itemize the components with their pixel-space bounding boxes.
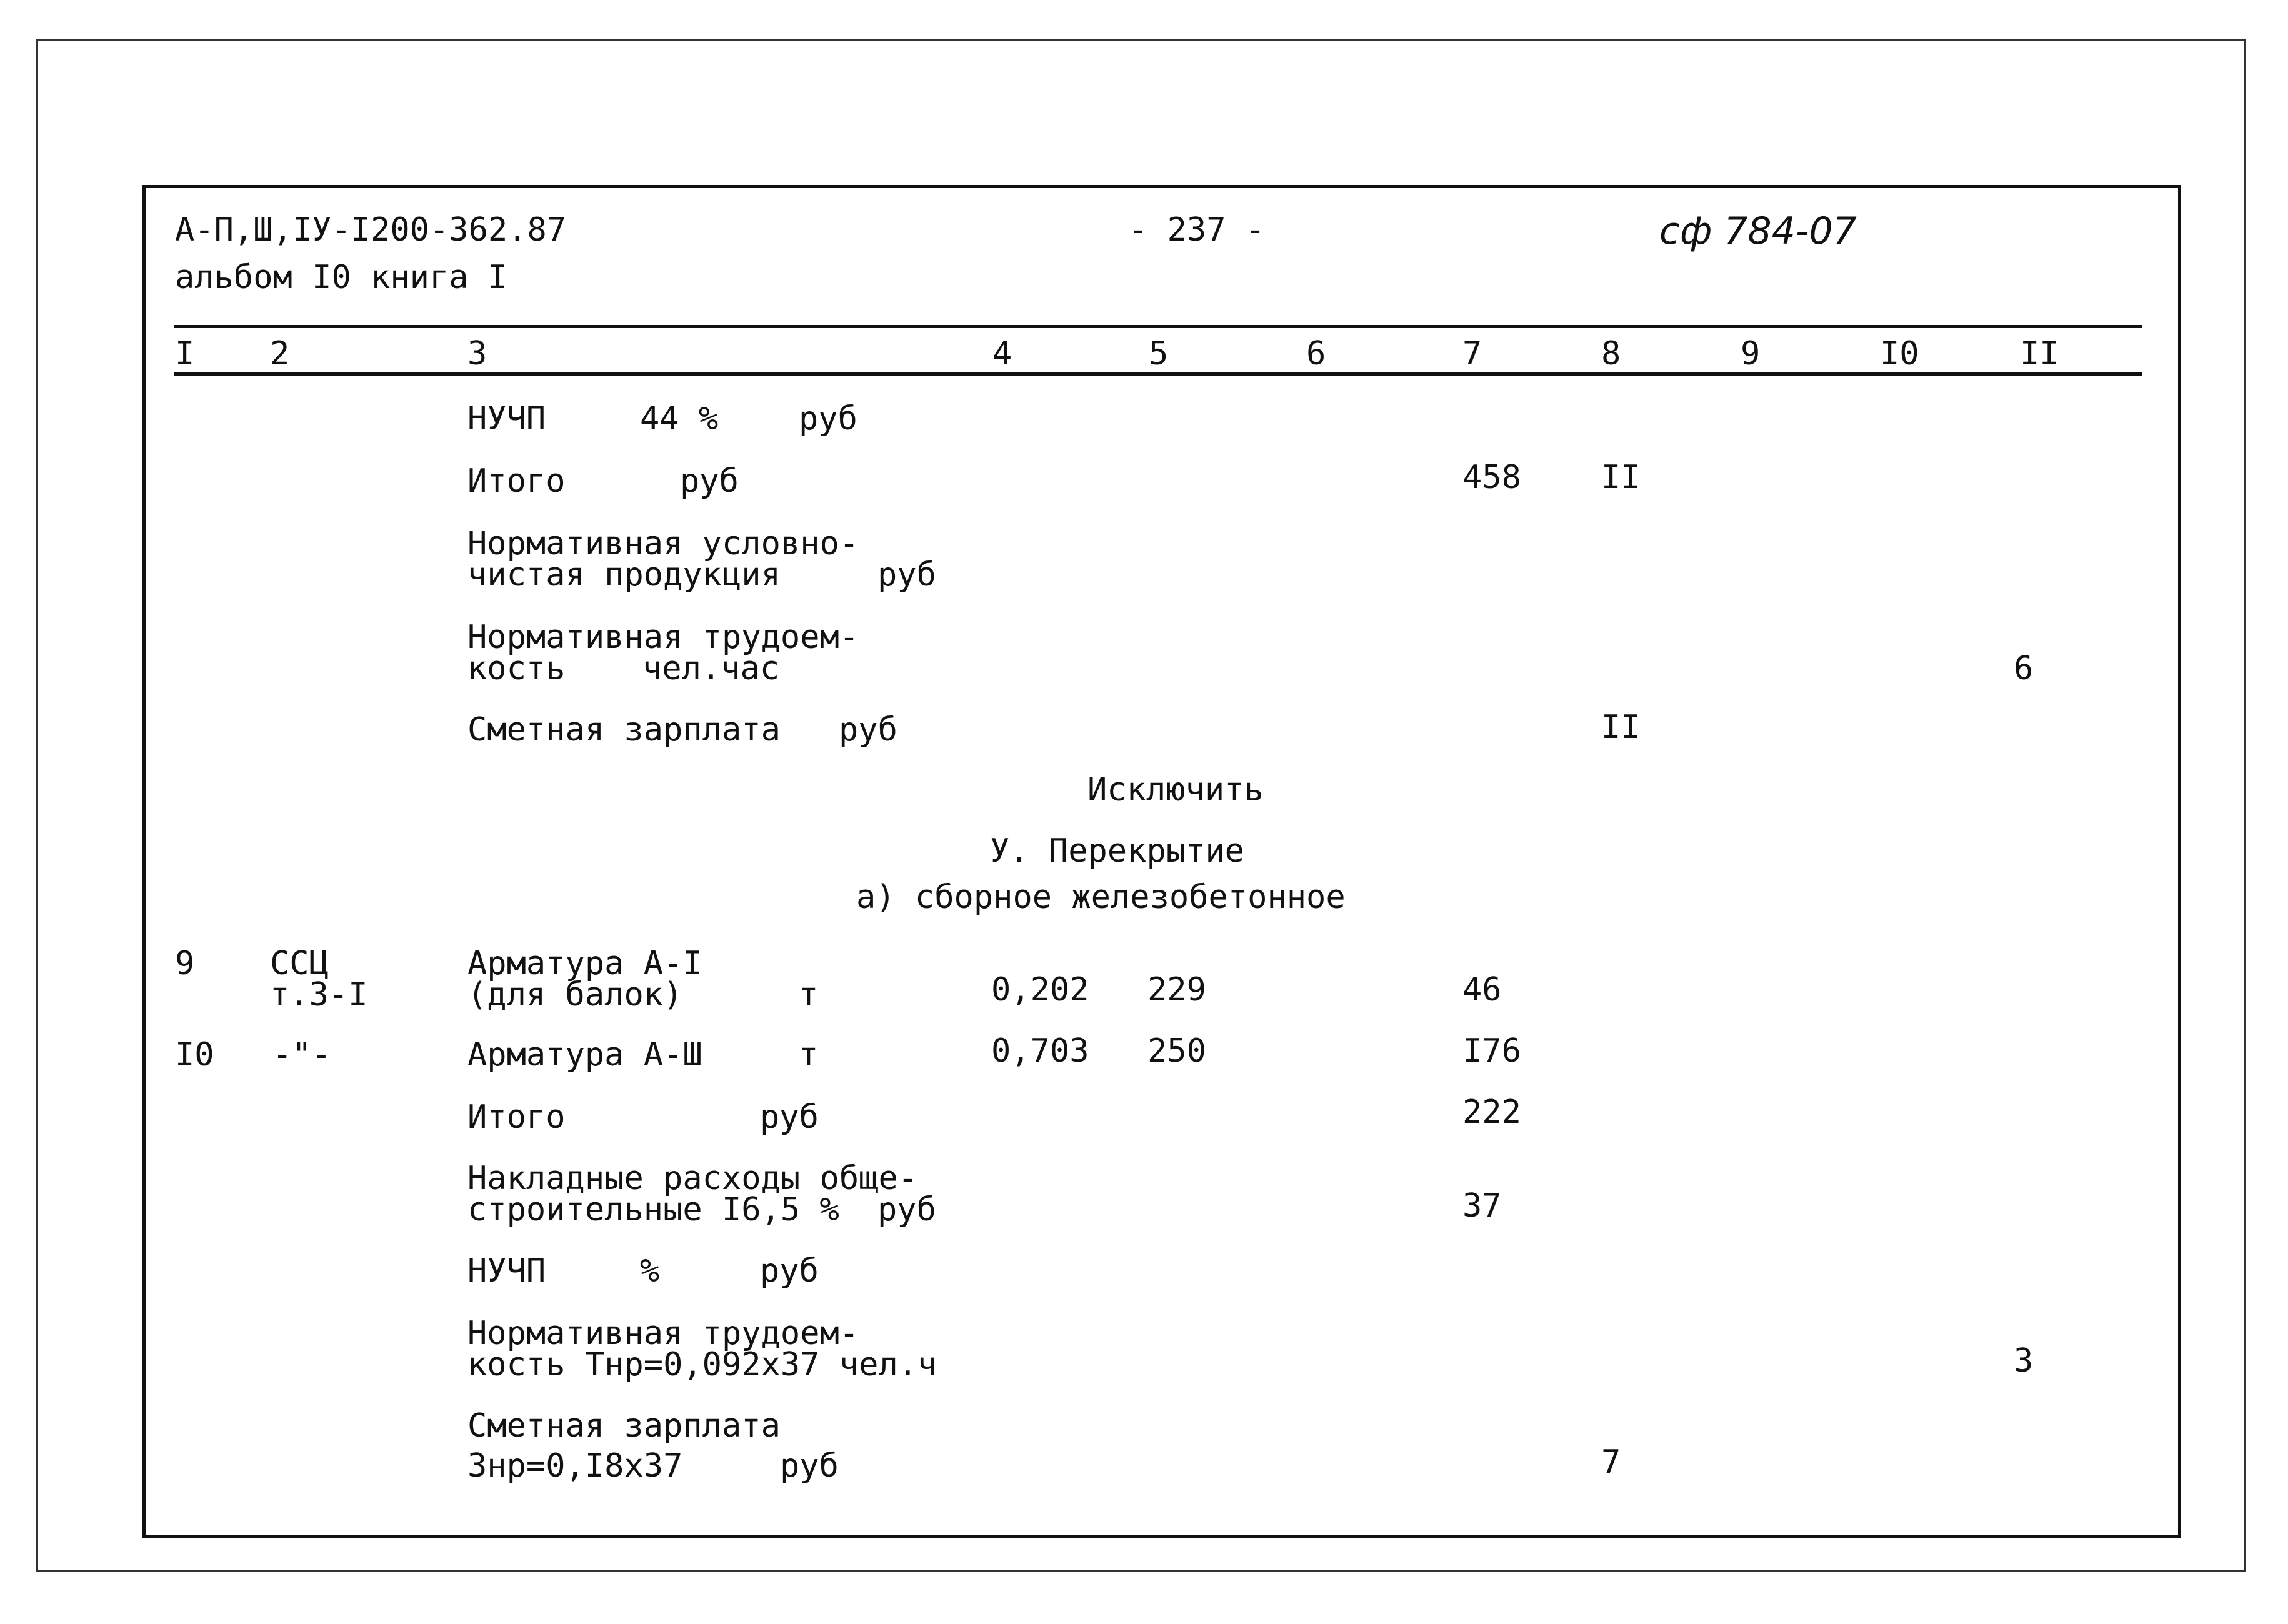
table-row-label: Арматура А-Ш [467, 1036, 702, 1074]
table-cell-col8: II [1601, 709, 1641, 746]
table-cell-col4: 0,202 [991, 971, 1089, 1009]
table-row-label: НУЧП [467, 400, 546, 437]
table-row-unit: руб [877, 1191, 936, 1228]
table-cell-col8: 7 [1601, 1443, 1621, 1481]
table-row-number: 9 [175, 945, 195, 982]
table-row-label-line1: Сметная зарплата [467, 1407, 781, 1445]
table-row-unit: т [799, 976, 819, 1014]
handwritten-stamp: сф 784-07 [1659, 209, 1857, 253]
table-row-label: Итого [467, 462, 566, 500]
table-cell-col7: I76 [1462, 1032, 1521, 1070]
table-cell-col11: 6 [2014, 650, 2034, 687]
table-row-code-line1: ССЦ [270, 945, 329, 982]
column-header-5: 5 [1149, 335, 1169, 372]
section-heading: У. Перекрытие [990, 832, 1244, 870]
table-row-number: I0 [175, 1036, 214, 1074]
column-header-10: I0 [1880, 335, 1919, 372]
table-row-unit: руб [780, 1447, 839, 1485]
column-header-6: 6 [1306, 335, 1326, 372]
table-row-label-line1: Нормативная трудоем- [467, 1315, 859, 1352]
album-book: альбом I0 книга I [175, 259, 508, 296]
column-header-4: 4 [992, 335, 1012, 372]
table-cell-col4: 0,703 [991, 1032, 1089, 1070]
table-row-unit: руб [799, 400, 857, 437]
column-header-8: 8 [1601, 335, 1621, 372]
column-header-2: 2 [270, 335, 290, 372]
table-row-code-line2: т.3-I [270, 976, 368, 1014]
table-row-unit: т [799, 1036, 819, 1074]
table-row-label: Итого [467, 1098, 566, 1136]
table-cell-col7: 458 [1462, 459, 1521, 496]
table-row-label-line1: Нормативная условно- [467, 525, 859, 562]
table-row-unit: чел.час [642, 650, 780, 687]
table-row-unit: руб [839, 711, 897, 749]
table-cell-col7: 222 [1462, 1093, 1521, 1131]
table-row-code: -"- [272, 1036, 331, 1074]
table-row-label-line2: кость [467, 650, 566, 687]
table-row-label-line1: Накладные расходы обще- [467, 1160, 918, 1197]
table-row-label-line2: (для балок) [467, 976, 683, 1014]
table-row-label-line1: Нормативная трудоем- [467, 619, 859, 656]
table-cell-col5: 229 [1147, 971, 1206, 1009]
subsection-heading: а) сборное железобетонное [856, 879, 1346, 916]
table-row-label-line1: Арматура А-I [467, 945, 702, 982]
table-row-unit: руб [680, 462, 739, 500]
table-top-rule [174, 325, 2142, 328]
table-row-label-line2: строительные I6,5 % [467, 1191, 839, 1228]
table-row-percent: % [640, 1252, 660, 1290]
table-row-unit: руб [760, 1252, 819, 1290]
document-code: А-П,Ш,IУ-I200-362.87 [175, 211, 567, 249]
table-row-label-line2: кость Тнр=0,092х37 чел.ч [467, 1346, 937, 1383]
table-row-label: НУЧП [467, 1252, 546, 1290]
table-cell-col7: 37 [1462, 1187, 1502, 1225]
table-row-percent: 44 % [640, 400, 719, 437]
table-cell-col5: 250 [1147, 1032, 1206, 1070]
table-row-unit: руб [760, 1098, 819, 1136]
column-header-1: I [175, 335, 195, 372]
table-row-unit: руб [877, 556, 936, 594]
table-row-label: Сметная зарплата [467, 711, 781, 749]
table-row-label-line2: чистая продукция [467, 556, 781, 594]
table-row-label-line2: Знр=0,I8х37 [467, 1447, 683, 1485]
table-header-rule [174, 372, 2142, 376]
table-cell-col11: 3 [2014, 1342, 2034, 1380]
column-header-7: 7 [1462, 335, 1482, 372]
page-number: - 237 - [1128, 211, 1266, 249]
exclude-heading: Исключить [1087, 771, 1264, 809]
column-header-9: 9 [1741, 335, 1761, 372]
table-cell-col7: 46 [1462, 971, 1502, 1009]
column-header-3: 3 [467, 335, 487, 372]
column-header-11: II [2020, 335, 2059, 372]
table-cell-col8: II [1601, 459, 1641, 496]
